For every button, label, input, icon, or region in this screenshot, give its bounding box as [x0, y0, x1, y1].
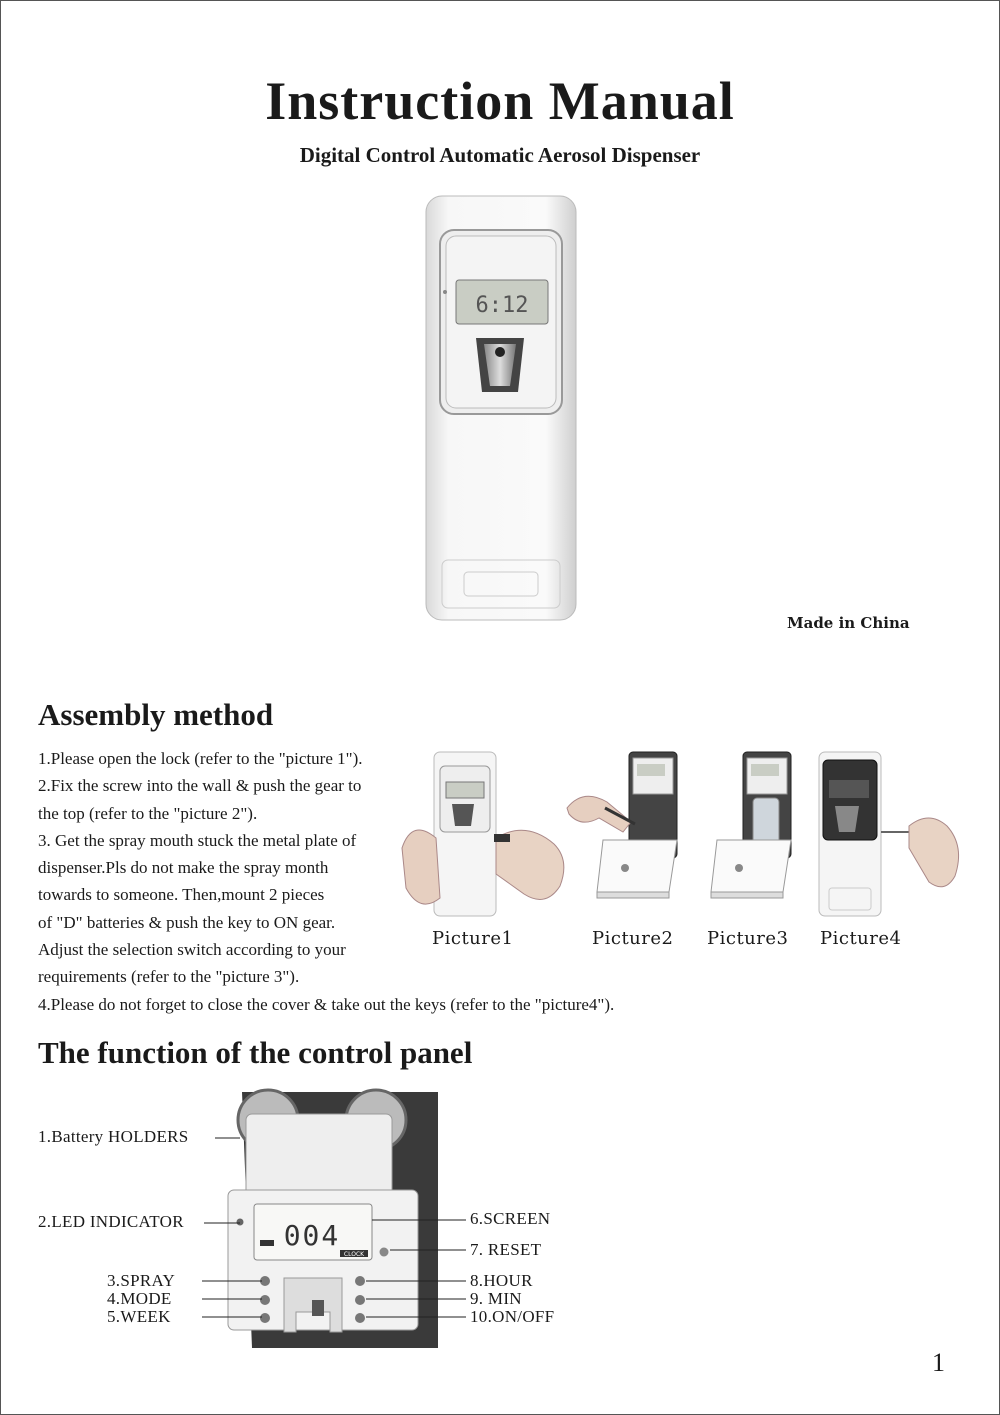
control-screen-value: 004 [283, 1219, 341, 1252]
assembly-step-line: 1.Please open the lock (refer to the "picture 1"). [38, 749, 363, 768]
label-hour: 8.HOUR [470, 1271, 533, 1290]
assembly-step-line: the top (refer to the "picture 2"). [38, 803, 258, 823]
page-title: Instruction Manual [265, 71, 735, 131]
control-panel-heading: The function of the control panel [38, 1035, 473, 1070]
assembly-step-line: dispenser.Pls do not make the spray month [38, 858, 329, 878]
assembly-step-line: requirements (refer to the "picture 3"). [38, 967, 300, 987]
label-on-off: 10.ON/OFF [470, 1307, 555, 1326]
made-in-label: Made in China [787, 614, 910, 632]
label-week: 5.WEEK [107, 1307, 171, 1326]
picture1-caption: Picture1 [432, 928, 514, 949]
label-led-indicator: 2.LED INDICATOR [38, 1212, 184, 1231]
label-screen: 6.SCREEN [470, 1209, 551, 1228]
picture3-caption: Picture3 [707, 928, 789, 949]
page-subtitle: Digital Control Automatic Aerosol Dispenser [299, 143, 701, 167]
picture2-caption: Picture2 [592, 928, 674, 949]
picture4-caption: Picture4 [820, 928, 902, 949]
assembly-step-line: Adjust the selection switch according to your [38, 940, 346, 960]
label-mode: 4.MODE [107, 1289, 172, 1308]
label-min: 9. MIN [470, 1289, 522, 1308]
assembly-step-line: 2.Fix the screw into the wall & push the gear to [38, 776, 362, 796]
label-spray: 3.SPRAY [107, 1271, 176, 1290]
label-battery-holders: 1.Battery HOLDERS [38, 1127, 189, 1146]
assembly-step-line: towards to someone. Then,mount 2 pieces [38, 885, 325, 905]
label-reset: 7. RESET [470, 1240, 542, 1259]
assembly-step-line: 4.Please do not forget to close the cover & take out the keys (refer to the "picture4"). [38, 994, 615, 1014]
assembly-heading: Assembly method [38, 697, 274, 732]
assembly-step-line: 3. Get the spray mouth stuck the metal plate of [38, 830, 357, 850]
assembly-step-line: of "D" batteries & push the key to ON gear. [38, 912, 336, 932]
control-screen-clock: CLOCK [343, 1251, 365, 1258]
dispenser-display-time: 6:12 [475, 293, 529, 318]
page-number: 1 [932, 1348, 945, 1377]
